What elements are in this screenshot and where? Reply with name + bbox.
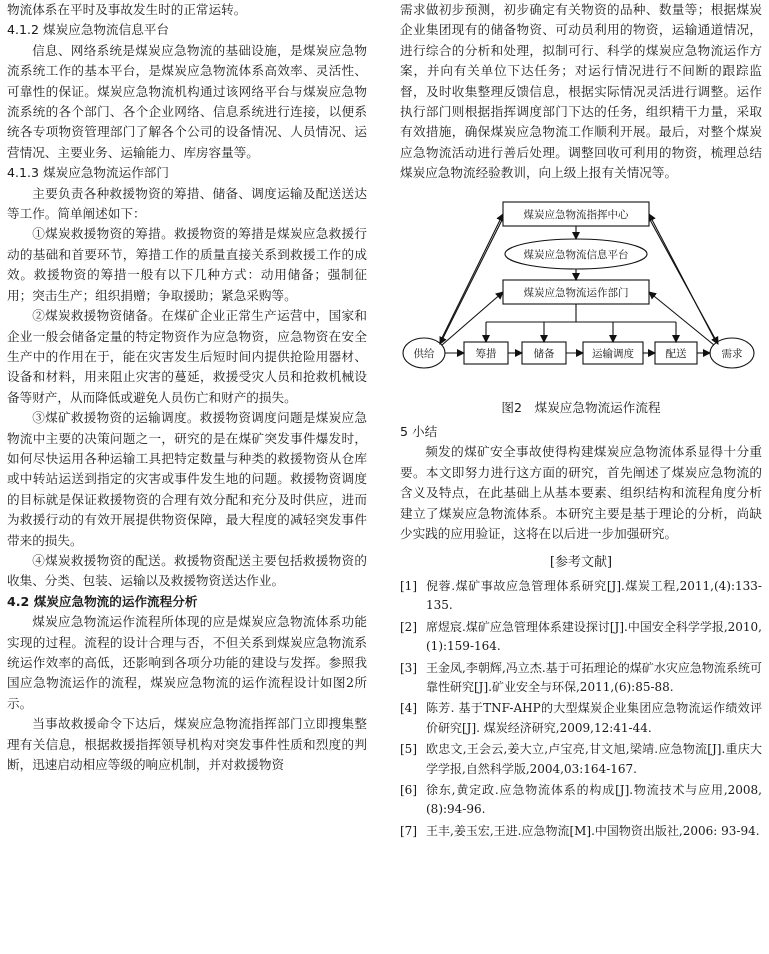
section-4-2-heading: 4.2 煤炭应急物流的运作流程分析 bbox=[7, 593, 198, 609]
reference-item bbox=[400, 577, 762, 616]
reference-item bbox=[400, 699, 762, 738]
reference-number: [7] bbox=[400, 823, 417, 838]
reference-text: 王金凤,李朝辉,冯立杰.基于可拓理论的煤矿水灾应急物流系统可靠性研究[J].矿业安全与环保,2011,(6):85-88. bbox=[426, 660, 762, 694]
item-distribution: ④煤炭救援物资的配送。救援物资配送主要包括救援物资的收集、分类、包装、运输以及救援物资送达作业。 bbox=[7, 552, 367, 589]
section-4-1-2-paragraph: 信息、网络系统是煤炭应急物流的基础设施，是煤炭应急物流系统工作的基本平台，是煤炭应急物流体系高效率、灵活性、可靠性的保证。煤炭应急物流机构通过该网络平台与煤炭应急物流系统的各个部门、各个企业网络、信息系统进行连接，以便系统各专项物资管理部门了解各个公司的设备情况、人员情况、运营情况、主要业务、运输能力、库房容量等。 bbox=[7, 42, 367, 160]
reference-text: 陈芳. 基于TNF-AHP的大型煤炭企业集团应急物流运作绩效评价研究[J]. 煤炭经济研究,2009,12:41-44. bbox=[426, 701, 762, 735]
section-4-2-paragraph-2: 当事故救援命令下达后，煤炭应急物流指挥部门立即搜集整理有关信息，根据救援指挥领导机构对突发事件性质和烈度的判断，迅速启动相应等级的响应机制，并对救援物资 bbox=[7, 716, 367, 773]
reference-item bbox=[400, 822, 762, 841]
operations-dept-label: 煤炭应急物流运作部门 bbox=[523, 286, 629, 299]
item-procurement: ①煤炭救援物资的筹措。救援物资的筹措是煤炭应急救援行动的基础和首要环节，筹措工作的质量直接关系到救援工作的成效。救援物资的筹措一般有以下几种方式：动用储备；强制征用；突击生产；组织捐赠；争取援助；紧急采购等。 bbox=[7, 226, 367, 303]
figure-caption: 图2 煤炭应急物流运作流程 bbox=[501, 399, 661, 415]
reference-number: [4] bbox=[400, 701, 417, 716]
reference-item bbox=[400, 781, 762, 820]
section-5-paragraph: 频发的煤矿安全事故使得构建煤炭应急物流体系显得十分重要。本文即努力进行这方面的研究，首先阐述了煤炭应急物流的含义及特点，在此基础上从基本要素、组织结构和流程角度分析建立了煤炭应急物流体系。本研究主要是基于理论的分析，尚缺少实践的应用验证，这将在以后进一步加强研究。 bbox=[400, 444, 762, 542]
reference-number: [6] bbox=[400, 782, 417, 797]
reference-text: 席煜宸.煤矿应急管理体系建设探讨[J].中国安全科学学报,2010, (1):159-164. bbox=[426, 619, 762, 654]
step-label-procure: 筹措 bbox=[475, 347, 497, 360]
section-4-1-2-heading: 4.1.2 煤炭应急物流信息平台 bbox=[7, 22, 169, 38]
right-column bbox=[400, 0, 762, 843]
section-4-1-3-paragraph: 主要负责各种救援物资的筹措、储备、调度运输及配送送达等工作。简单阐述如下： bbox=[7, 185, 367, 222]
command-center-label: 煤炭应急物流指挥中心 bbox=[523, 208, 629, 221]
references-title: [参考文献] bbox=[549, 554, 613, 570]
reference-number: [1] bbox=[400, 578, 417, 593]
reference-number: [2] bbox=[400, 619, 417, 634]
step-label-deliver: 配送 bbox=[665, 347, 687, 360]
supply-label: 供给 bbox=[413, 347, 435, 360]
intro-tail: 物流体系在平时及事故发生时的正常运转。 bbox=[7, 2, 247, 17]
flow-diagram bbox=[400, 192, 762, 396]
reference-item bbox=[400, 659, 762, 698]
reference-item bbox=[400, 618, 762, 657]
reference-item bbox=[400, 740, 762, 779]
section-5-heading: 5 小结 bbox=[400, 424, 438, 440]
figure-2 bbox=[400, 192, 762, 396]
section-4-2-paragraph-1: 煤炭应急物流运作流程所体现的应是煤炭应急物流体系功能实现的过程。流程的设计合理与否，不但关系到煤炭应急物流系统运作效率的高低，还影响到各项分功能的建设与发挥。参照我国应急物流运作的流程，煤炭应急物流的运作流程设计如图2所示。 bbox=[7, 614, 367, 711]
reference-text: 欧忠文,王会云,姜大立,卢宝亮,甘文旭,梁靖.应急物流[J].重庆大学学报,自然科学版,2004,03:164-167. bbox=[426, 742, 762, 776]
demand-label: 需求 bbox=[721, 347, 743, 360]
info-platform-label: 煤炭应急物流信息平台 bbox=[523, 248, 629, 261]
section-4-1-3-heading: 4.1.3 煤炭应急物流运作部门 bbox=[7, 165, 169, 181]
item-dispatch: ③煤矿救援物资的运输调度。救援物资调度问题是煤炭应急物流中主要的决策问题之一，研究的是在煤矿突发事件爆发时，如何尽快运用各种运输工具把特定数量与种类的救援物资从仓库或中转站运送到指定的灾害或事件发生地的问题。救援物资调度的目标就是保证救援物资的合理有效分配和充分及时供应，进而为救援行动的有效开展提供物资保障，最大程度的减轻突发事件带来的损失。 bbox=[7, 410, 367, 548]
step-label-dispatch: 运输调度 bbox=[592, 347, 634, 360]
continued-paragraph: 需求做初步预测，初步确定有关物资的品种、数量等；根据煤炭企业集团现有的储备物资、可动员利用的物资，运输通道情况，进行综合的分析和处理，拟制可行、科学的煤炭应急物流运作方案，并向有关单位下达任务；对运行情况进行不间断的跟踪监督，及时收集整理反馈信息，根据实际情况灵活进行调整。运作执行部门则根据指挥调度部门下达的任务，组织精干力量，采取有效措施，确保煤炭应急物流工作顺利开展。最后，对整个煤炭应急物流活动进行善后处理。调整回收可利用的物资，梳理总结煤炭应急物流经验教训，向上级上报有关情况等。 bbox=[400, 2, 762, 181]
step-label-store: 储备 bbox=[533, 347, 555, 360]
reference-text: 徐东,黄定政.应急物流体系的构成[J].物流技术与应用,2008,(8):94-96. bbox=[426, 782, 762, 817]
reference-number: [3] bbox=[400, 660, 417, 675]
item-storage: ②煤炭救援物资储备。在煤矿企业正常生产运营中，国家和企业一般会储备定量的特定物资作为应急物资，应急物资在安全生产中的作用在于，能在灾害发生后短时间内提供抢险用器材、设备和材料，用来阻止灾害的蔓延，救援受灾人员和抢救机械设备等财产，从而降低或避免人员伤亡和财产的损失。 bbox=[7, 308, 367, 405]
reference-number: [5] bbox=[400, 742, 417, 757]
reference-text: 倪蓉.煤矿事故应急管理体系研究[J].煤炭工程,2011,(4):133-135. bbox=[426, 578, 762, 613]
left-column bbox=[7, 0, 367, 775]
reference-text: 王丰,姜玉宏,王进.应急物流[M].中国物资出版社,2006: 93-94. bbox=[426, 823, 760, 838]
reference-list bbox=[400, 577, 762, 841]
